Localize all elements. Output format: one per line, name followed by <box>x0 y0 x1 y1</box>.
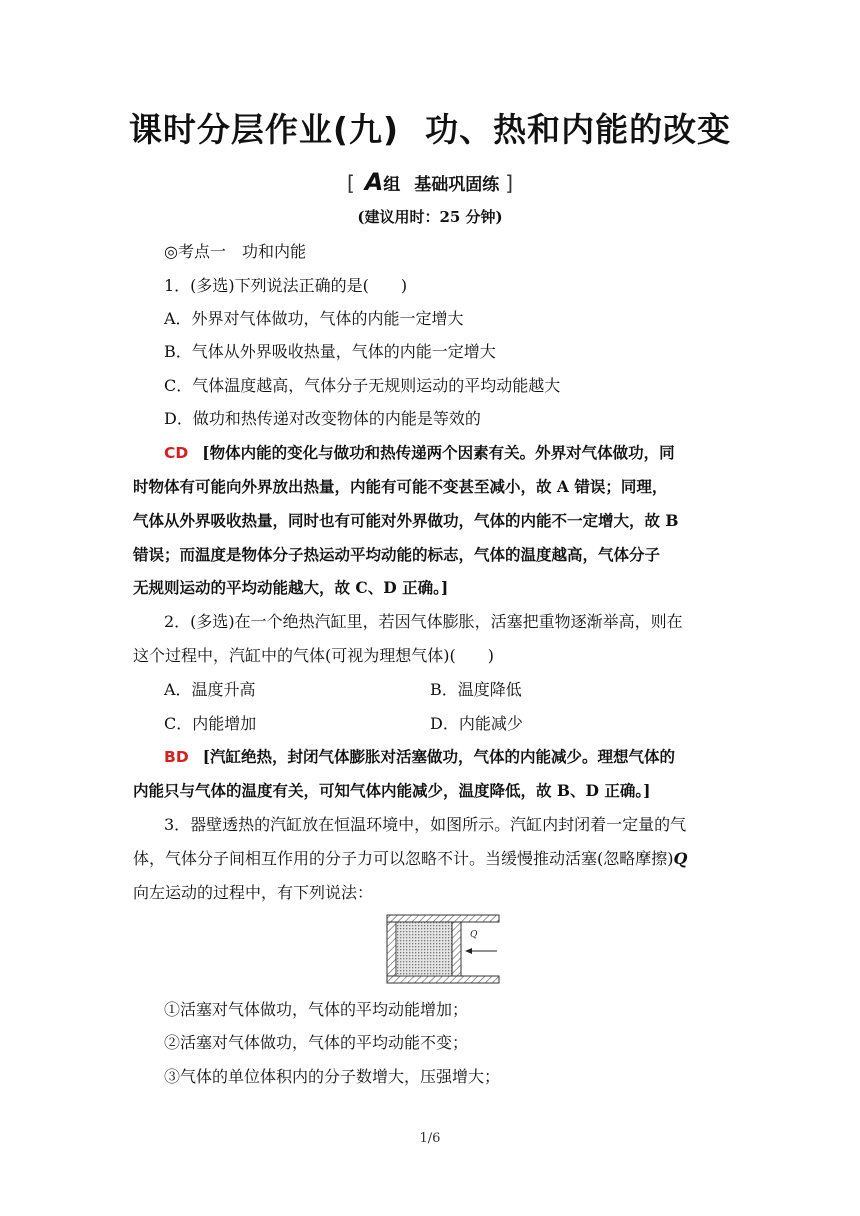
q1-option-a: A．外界对气体做功，气体的内能一定增大 <box>164 309 464 328</box>
q3-statement: ①活塞对气体做功，气体的平均动能增加； <box>164 1000 469 1019</box>
q1-answer: CD <box>164 444 189 462</box>
q3-stem-line: 3．器壁透热的汽缸放在恒温环境中，如图所示。汽缸内封闭着一定量的气 <box>164 815 687 834</box>
page-number: 1/6 <box>419 1131 441 1146</box>
page-title <box>0 104 860 151</box>
group-badge <box>0 168 860 196</box>
q2-explanation-line: 内能只与气体的温度有关，可知气体内能减少，温度降低，故 B、D 正确。] <box>133 781 651 800</box>
q2-answer: BD <box>164 748 189 766</box>
q3-stem-line: 向左运动的过程中，有下列说法： <box>133 883 374 902</box>
q1-option-b: B．气体从外界吸收热量，气体的内能一定增大 <box>164 342 496 361</box>
title-main: 课时分层作业(九) <box>128 110 400 149</box>
q2-option-c: C．内能增加 <box>164 714 257 733</box>
q1-explanation-line: 无规则运动的平均动能越大，故 C、D 正确。] <box>133 578 449 597</box>
q1-explanation-line: CD [物体内能的变化与做功和热传递两个因素有关。外界对气体做功，同 <box>164 443 675 462</box>
q1-explanation-line: 气体从外界吸收热量，同时也有可能对外界做功，气体的内能不一定增大，故 B <box>133 511 679 530</box>
group-word: 组 <box>383 175 401 195</box>
q2-stem-line: 2．(多选)在一个绝热汽缸里，若因气体膨胀，活塞把重物逐渐举高，则在 <box>164 612 683 631</box>
bracket-right: ] <box>505 171 514 195</box>
q2-stem-line: 这个过程中，汽缸中的气体(可视为理想气体)( ) <box>133 646 494 665</box>
group-label: 基础巩固练 <box>414 175 500 195</box>
q2-option-a: A．温度升高 <box>164 680 256 699</box>
q2-explanation-line: BD [汽缸绝热，封闭气体膨胀对活塞做功，气体的内能减少。理想气体的 <box>164 747 676 766</box>
q3-piston-symbol: Q <box>673 849 688 868</box>
q2-option-b: B．温度降低 <box>430 680 522 699</box>
q1-option-c: C．气体温度越高，气体分子无规则运动的平均动能越大 <box>164 376 561 395</box>
q1-option-d: D．做功和热传递对改变物体的内能是等效的 <box>164 409 481 428</box>
q1-explanation-line: 错误；而温度是物体分子热运动平均动能的标志，气体的温度越高，气体分子 <box>133 545 661 564</box>
q3-statement: ②活塞对气体做功，气体的平均动能不变； <box>164 1033 469 1052</box>
group-letter: A <box>364 168 384 196</box>
q1-explanation-line: 时物体有可能向外界放出热量，内能有可能不变甚至减小，故 A 错误；同理， <box>133 477 668 496</box>
bracket-left: [ <box>346 171 355 195</box>
q2-option-d: D．内能减少 <box>430 714 523 733</box>
time-hint: (建议用时：25 分钟) <box>357 208 503 226</box>
piston-label: Q <box>470 930 478 940</box>
title-sub: 功、热和内能的改变 <box>425 110 732 149</box>
q3-statement: ③气体的单位体积内的分子数增大，压强增大； <box>164 1067 501 1086</box>
section-heading: ◎考点一 功和内能 <box>164 242 306 261</box>
q1-stem: 1．(多选)下列说法正确的是( ) <box>164 276 408 295</box>
q3-stem-line: 体，气体分子间相互作用的分子力可以忽略不计。当缓慢推动活塞(忽略摩擦)Q <box>133 849 688 868</box>
cylinder-figure <box>385 913 503 985</box>
